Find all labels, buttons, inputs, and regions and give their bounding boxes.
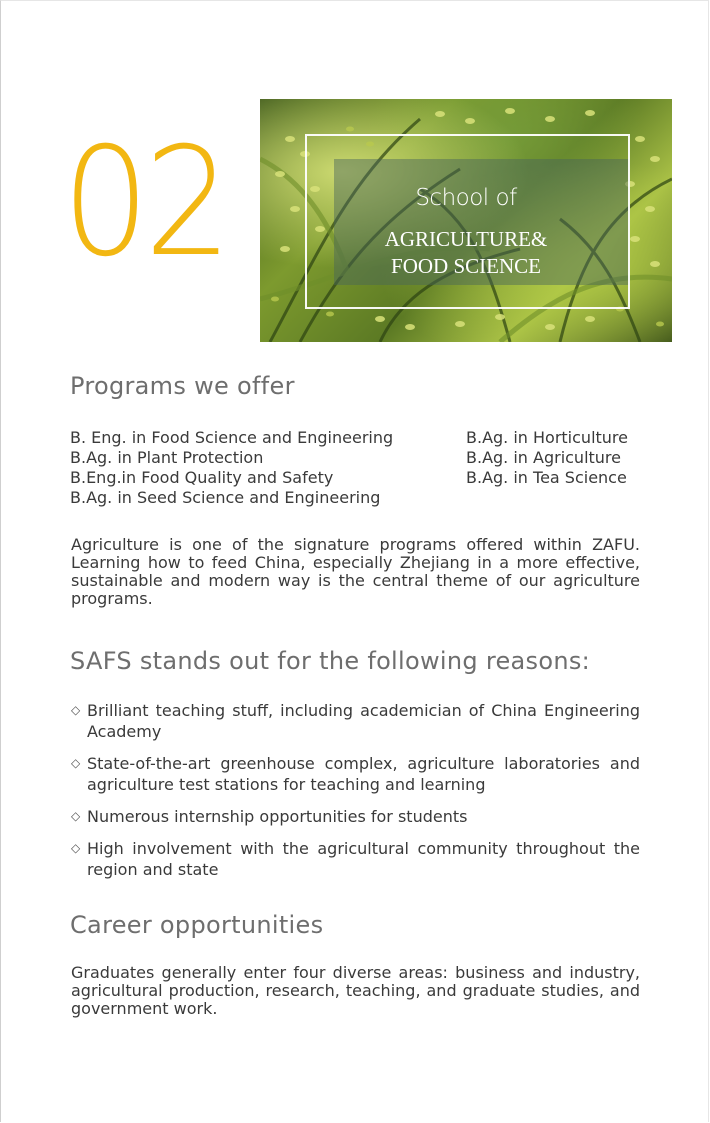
diamond-bullet-icon: ◇ xyxy=(71,703,81,717)
reason-text: Brilliant teaching stuff, including academician of China Engineering Academy xyxy=(87,701,640,741)
hero-school-of: School of xyxy=(415,185,517,211)
program-item: B.Ag. in Tea Science xyxy=(466,468,627,487)
program-item: B.Ag. in Agriculture xyxy=(466,448,621,467)
reasons-list xyxy=(71,700,640,891)
diamond-bullet-icon: ◇ xyxy=(71,809,81,823)
diamond-bullet-icon: ◇ xyxy=(71,841,81,855)
reason-text: Numerous internship opportunities for students xyxy=(87,807,468,826)
career-paragraph: Graduates generally enter four diverse areas: business and industry, agricultural production, research, teaching, and graduate studies, and government work. xyxy=(71,963,640,1018)
list-item xyxy=(71,700,640,742)
program-item: B.Eng.in Food Quality and Safety xyxy=(70,468,334,487)
reason-text: High involvement with the agricultural community throughout the region and state xyxy=(87,839,640,879)
hero-image xyxy=(260,99,672,342)
list-item xyxy=(71,753,640,795)
reasons-heading: SAFS stands out for the following reasons: xyxy=(70,647,591,675)
program-item: B.Ag. in Plant Protection xyxy=(70,448,264,467)
list-item xyxy=(71,806,640,827)
program-item: B.Ag. in Seed Science and Engineering xyxy=(70,488,381,507)
programs-left-column xyxy=(70,428,460,508)
intro-paragraph: Agriculture is one of the signature programs offered within ZAFU. Learning how to feed China, especially Zhejiang in a more effective, sustainable and modern way is the central theme of our agriculture programs. xyxy=(71,535,640,608)
career-heading: Career opportunities xyxy=(70,911,324,939)
diamond-bullet-icon: ◇ xyxy=(71,756,81,770)
hero-frame xyxy=(305,134,630,309)
list-item xyxy=(71,838,640,880)
hero-title-line2: FOOD SCIENCE xyxy=(391,254,541,278)
program-item: B. Eng. in Food Science and Engineering xyxy=(70,428,394,447)
section-number: 02 xyxy=(62,116,227,290)
programs-right-column xyxy=(466,428,656,488)
programs-heading: Programs we offer xyxy=(70,372,295,400)
hero-title-line1: AGRICULTURE& xyxy=(384,227,548,251)
program-item: B.Ag. in Horticulture xyxy=(466,428,628,447)
reason-text: State-of-the-art greenhouse complex, agriculture laboratories and agriculture test stations for teaching and learning xyxy=(87,754,640,794)
